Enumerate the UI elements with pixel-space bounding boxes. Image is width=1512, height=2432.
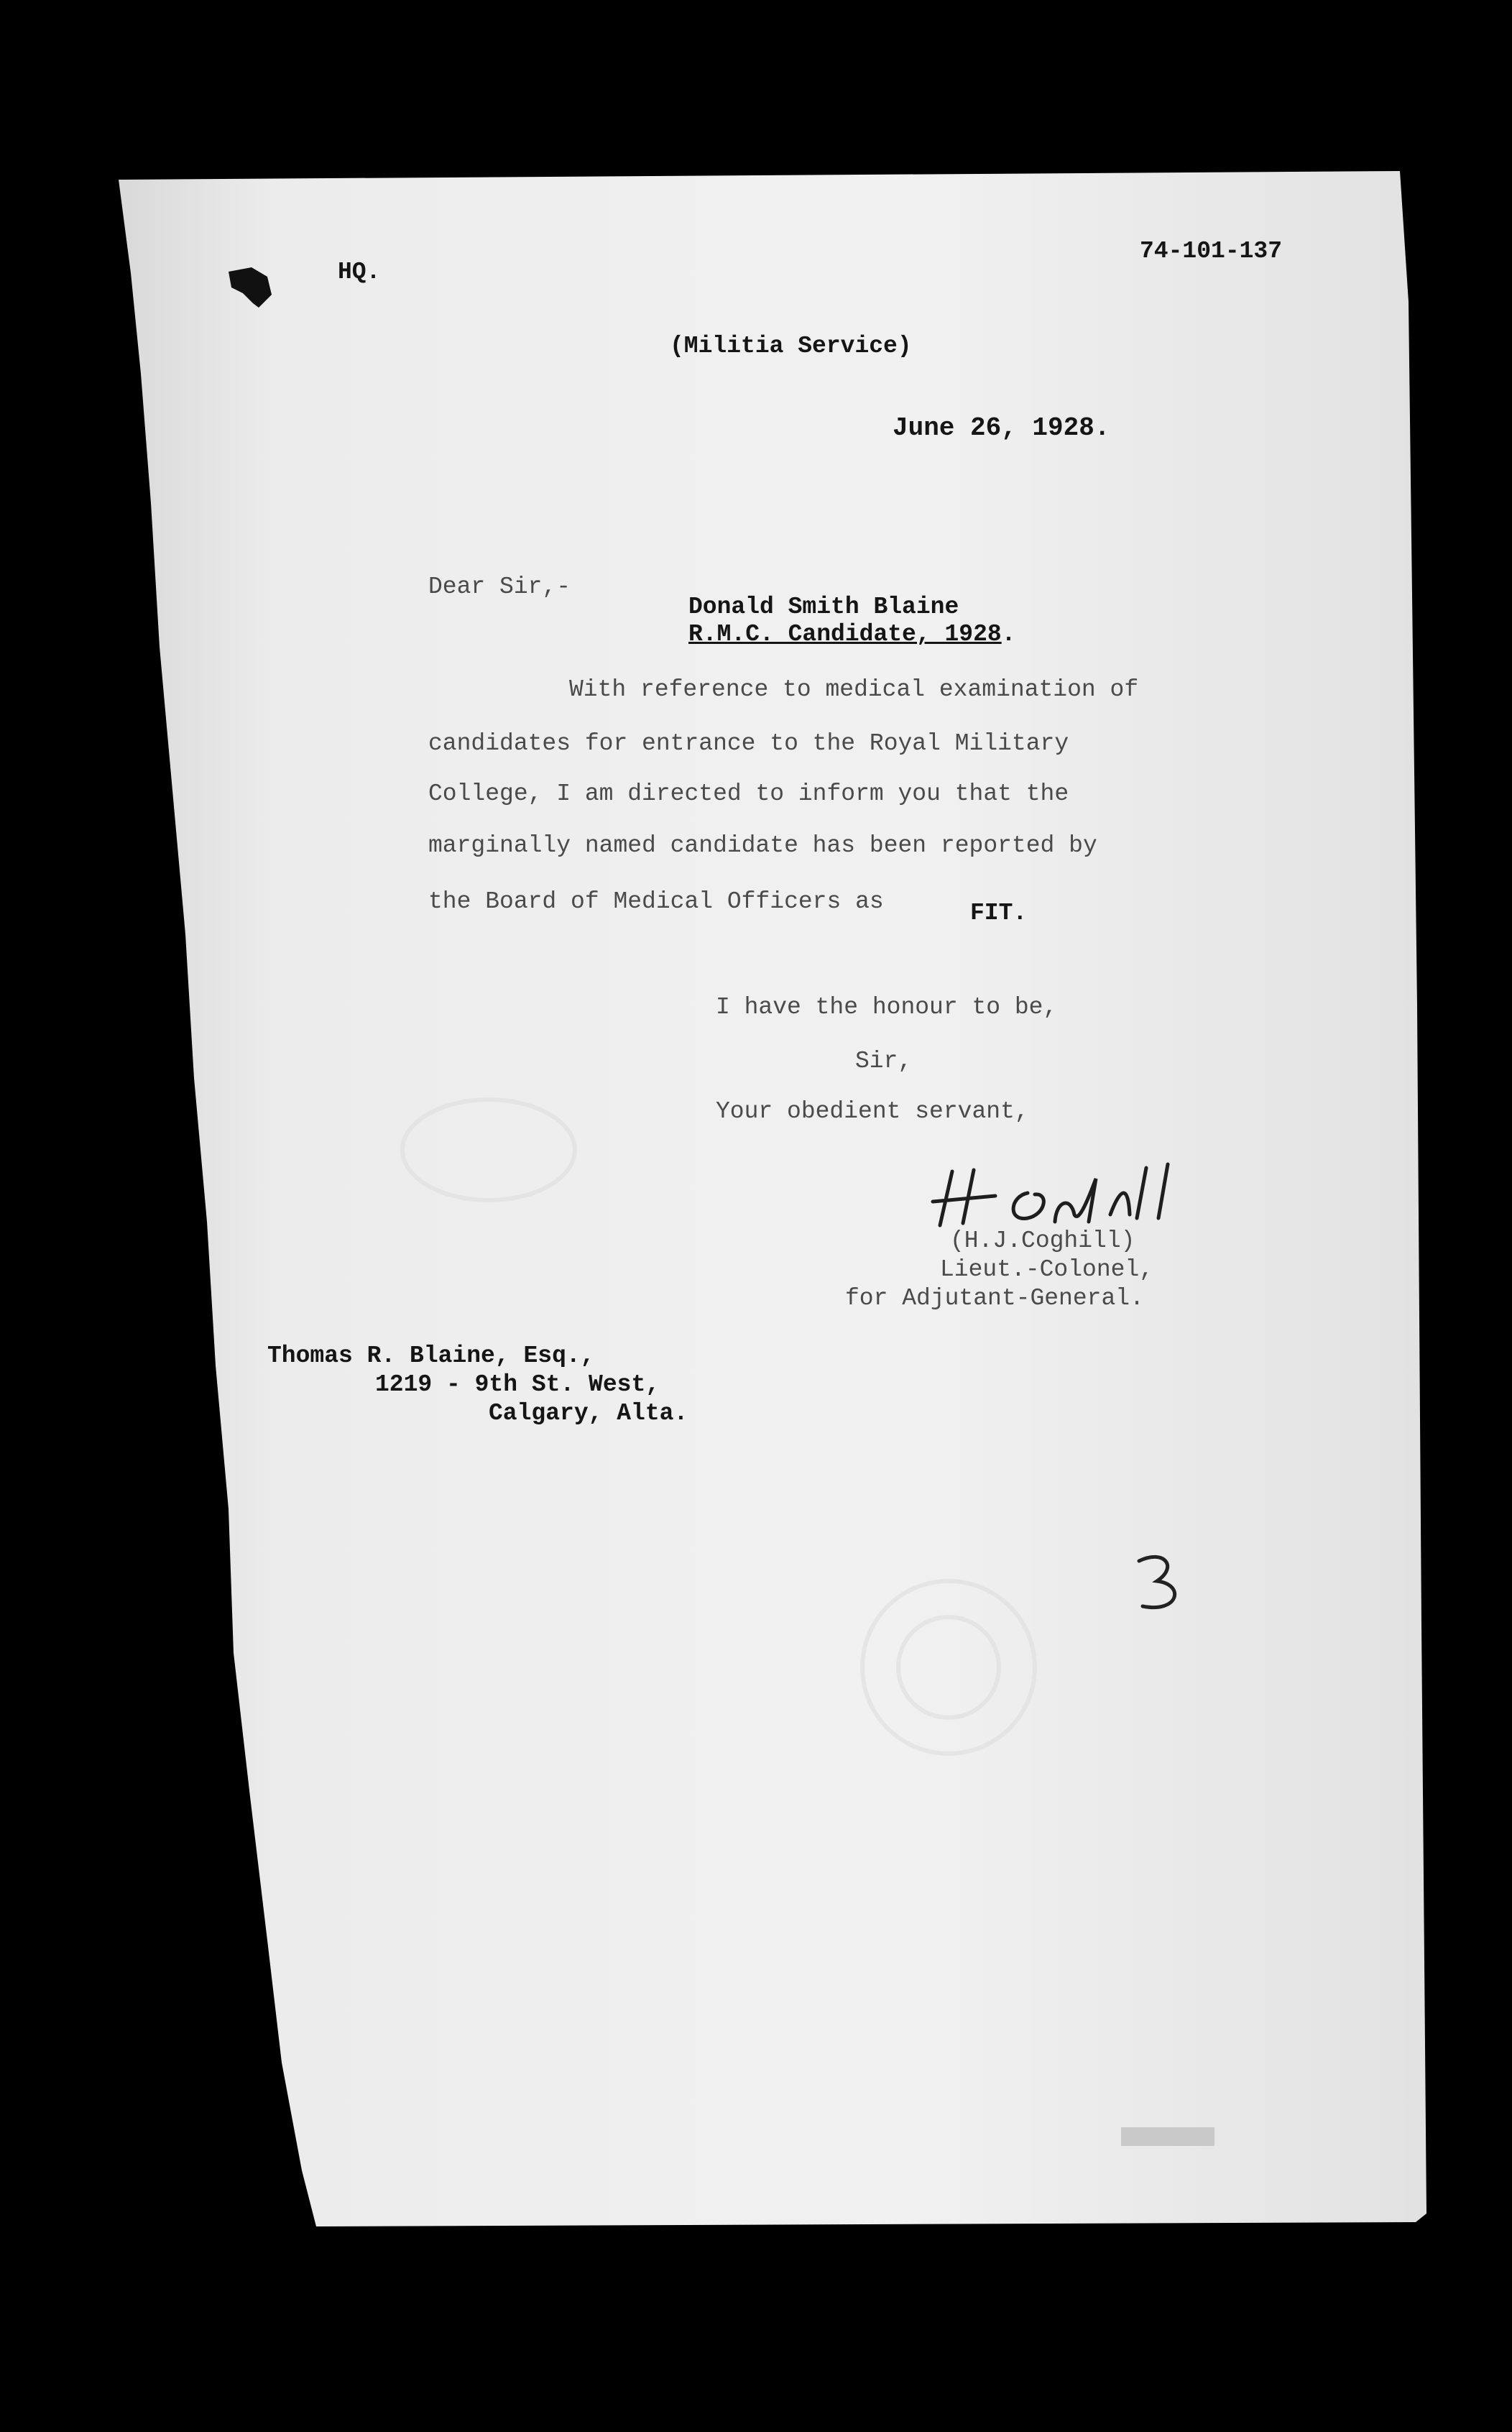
closing-line-3: Your obedient servant, — [716, 1098, 1029, 1125]
subject-name: Donald Smith Blaine — [688, 594, 959, 620]
signatory-office: for Adjutant-General. — [845, 1285, 1144, 1312]
paper-sheet — [119, 171, 1426, 2226]
subject-candidate — [688, 622, 1015, 646]
signatory-rank: Lieut.-Colonel, — [940, 1256, 1154, 1283]
body-line-1: With reference to medical examination of — [569, 676, 1139, 703]
signature-text — [931, 1159, 1185, 1200]
address-line-3: Calgary, Alta. — [489, 1400, 688, 1427]
body-line-5: the Board of Medical Officers as — [428, 888, 884, 915]
body-line-2: candidates for entrance to the Royal Military — [428, 730, 1069, 757]
closing-line-1: I have the honour to be, — [716, 994, 1058, 1021]
address-line-2: 1219 - 9th St. West, — [375, 1371, 660, 1398]
closing-line-2: Sir, — [855, 1048, 913, 1074]
subject-candidate-stop: . — [1001, 621, 1016, 648]
torn-strip — [1121, 2127, 1214, 2146]
file-prefix: HQ. — [338, 259, 381, 285]
body-line-4: marginally named candidate has been reported by — [428, 832, 1097, 859]
address-line-1: Thomas R. Blaine, Esq., — [267, 1342, 595, 1369]
salutation: Dear Sir,- — [428, 574, 571, 600]
letter-date: June 26, 1928. — [893, 413, 1110, 443]
page-number — [1130, 1545, 1174, 1614]
signatory-name: (H.J.Coghill) — [950, 1227, 1135, 1254]
subject-candidate-text: R.M.C. Candidate, 1928 — [688, 621, 1002, 648]
file-number: 74-101-137 — [1140, 238, 1283, 264]
fit-status: FIT. — [970, 900, 1028, 926]
body-line-3: College, I am directed to inform you that the — [428, 780, 1069, 807]
service-heading: (Militia Service) — [670, 333, 912, 359]
